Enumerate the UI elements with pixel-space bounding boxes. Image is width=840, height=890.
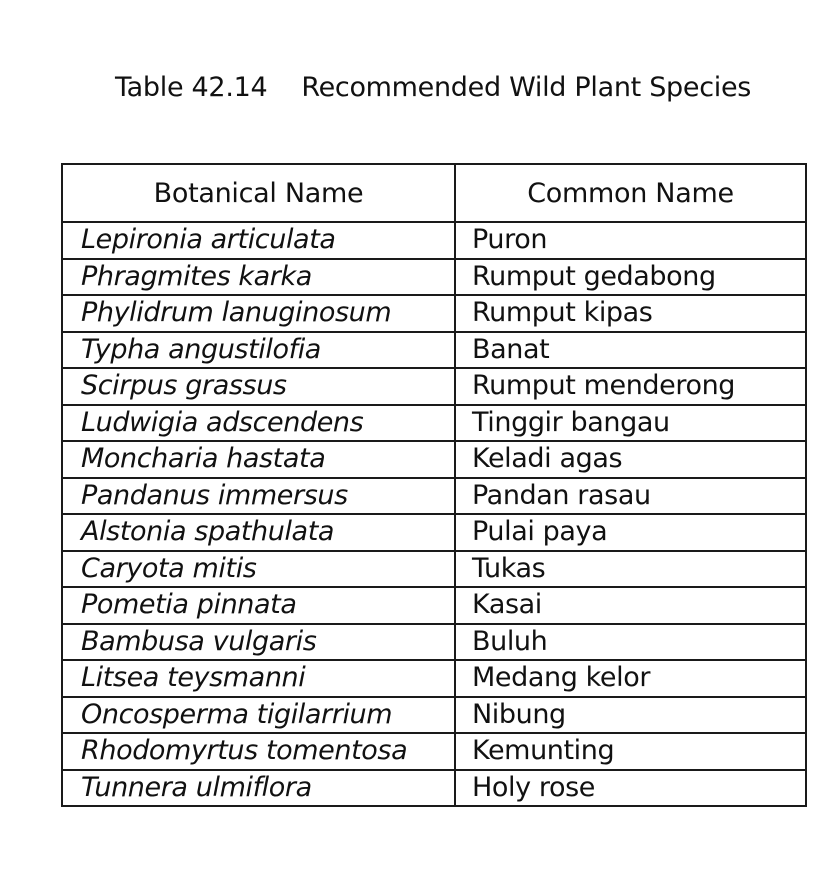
common-name-cell: Puron [455,222,806,259]
table-row [62,478,806,515]
table-row [62,514,806,551]
table-row [62,295,806,332]
common-name-cell: Banat [455,332,806,369]
botanical-name-cell: Phragmites karka [62,259,455,296]
common-name-cell: Medang kelor [455,660,806,697]
botanical-name-cell: Alstonia spathulata [62,514,455,551]
column-header-common: Common Name [455,164,806,222]
table-row [62,551,806,588]
table-row [62,222,806,259]
botanical-name-cell: Scirpus grassus [62,368,455,405]
botanical-name-cell: Bambusa vulgaris [62,624,455,661]
table-row [62,624,806,661]
table-row [62,259,806,296]
common-name-cell: Rumput menderong [455,368,806,405]
table-row [62,332,806,369]
table-row [62,368,806,405]
common-name-cell: Nibung [455,697,806,734]
header-row [62,164,806,222]
table-row [62,660,806,697]
common-name-cell: Holy rose [455,770,806,807]
table-row [62,733,806,770]
table-row [62,405,806,442]
botanical-name-cell: Pandanus immersus [62,478,455,515]
botanical-name-cell: Ludwigia adscendens [62,405,455,442]
table-title: Recommended Wild Plant Species [301,72,752,103]
common-name-cell: Rumput gedabong [455,259,806,296]
common-name-cell: Rumput kipas [455,295,806,332]
table-row [62,441,806,478]
botanical-name-cell: Moncharia hastata [62,441,455,478]
common-name-cell: Pandan rasau [455,478,806,515]
botanical-name-cell: Lepironia articulata [62,222,455,259]
table-caption [0,72,840,103]
botanical-name-cell: Pometia pinnata [62,587,455,624]
common-name-cell: Kemunting [455,733,806,770]
common-name-cell: Kasai [455,587,806,624]
botanical-name-cell: Rhodomyrtus tomentosa [62,733,455,770]
botanical-name-cell: Typha angustilofia [62,332,455,369]
table-row [62,587,806,624]
botanical-name-cell: Caryota mitis [62,551,455,588]
table-row [62,770,806,807]
common-name-cell: Keladi agas [455,441,806,478]
botanical-name-cell: Tunnera ulmiflora [62,770,455,807]
common-name-cell: Buluh [455,624,806,661]
botanical-name-cell: Phylidrum lanuginosum [62,295,455,332]
common-name-cell: Tinggir bangau [455,405,806,442]
column-header-botanical: Botanical Name [62,164,455,222]
botanical-name-cell: Litsea teysmanni [62,660,455,697]
common-name-cell: Pulai paya [455,514,806,551]
botanical-name-cell: Oncosperma tigilarrium [62,697,455,734]
species-table [61,163,807,807]
table-row [62,697,806,734]
common-name-cell: Tukas [455,551,806,588]
table-number: Table 42.14 [114,72,268,103]
